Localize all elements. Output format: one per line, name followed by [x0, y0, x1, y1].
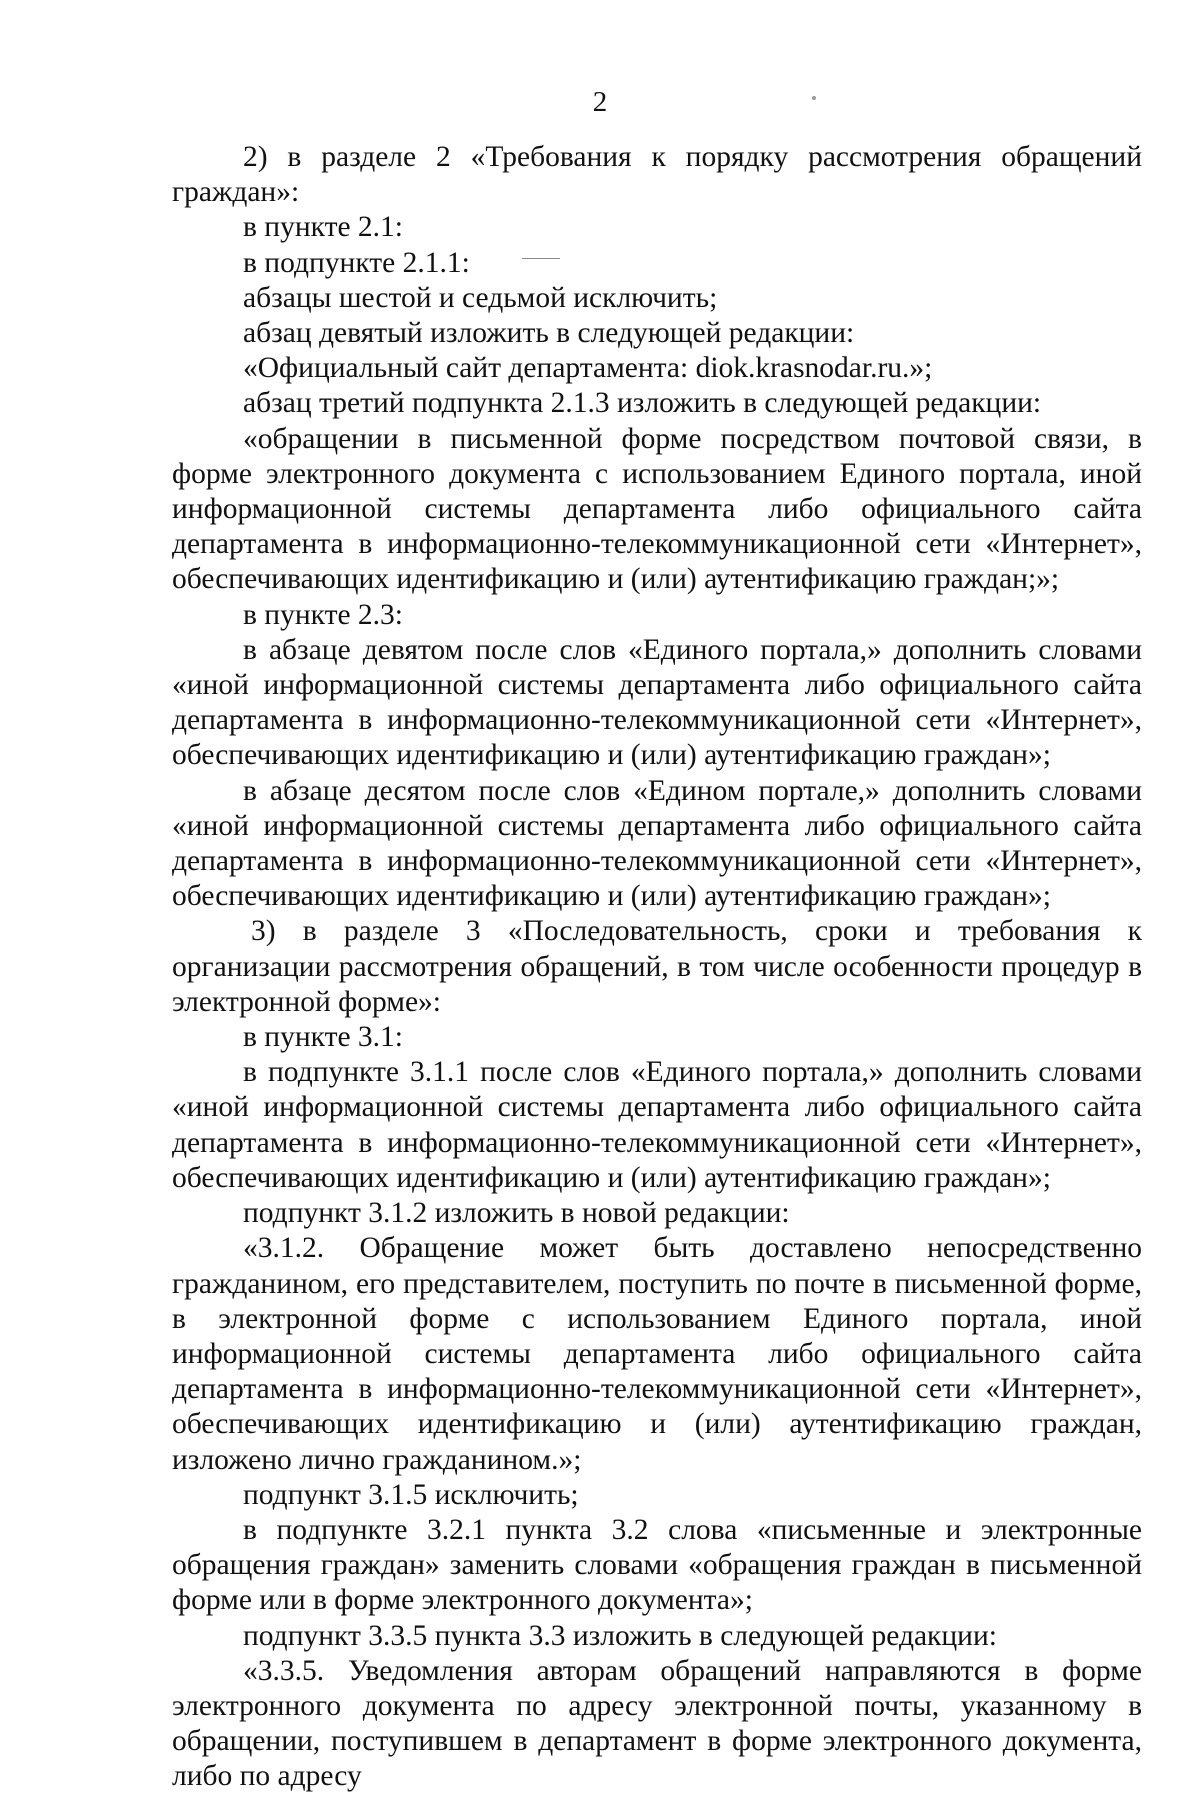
paragraph: «3.1.2. Обращение может быть доставлено непосредственно гражданином, его представителем, поступить по почте в письменной форме, в электронной форме с использованием Единого портала, иной информационной системы департамента либо официального сайта департамента в информационно-телекоммуникационной сети «Интернет», обеспечивающих идентификацию и (или) аутентификацию граждан, изложено лично гражданином.»; — [172, 1232, 1142, 1476]
paragraph: в абзаце девятом после слов «Единого портала,» дополнить словами «иной информационной системы департамента либо официального сайта департамента в информационно-телекоммуникационной сети «Интернет», обеспечивающих идентификацию и (или) аутентификацию граждан»; — [172, 633, 1142, 772]
paragraph: «обращении в письменной форме посредством почтовой связи, в форме электронного документа с использованием Единого портала, иной информационной системы департамента либо официального сайта департамента в информационно-телекоммуникационной сети «Интернет», обеспечивающих идентификацию и (или) аутентификацию граждан;»; — [172, 422, 1142, 596]
paragraph: абзацы шестой и седьмой исключить; — [243, 281, 718, 314]
page-number: 2 — [592, 86, 608, 118]
paragraph: в пункте 2.1: — [243, 211, 404, 244]
paragraph: «Официальный сайт департамента: diok.krasnodar.ru.»; — [243, 352, 933, 385]
paragraph: в подпункте 3.2.1 пункта 3.2 слова «письменные и электронные обращения граждан» заменить словами «обращения граждан в письменной форме или в форме электронного документа»; — [172, 1513, 1142, 1617]
paragraph: в подпункте 2.1.1: — [243, 246, 470, 279]
scan-speck — [812, 96, 816, 100]
paragraph: подпункт 3.1.5 исключить; — [243, 1478, 579, 1511]
paragraph: в подпункте 3.1.1 после слов «Единого портала,» дополнить словами «иной информационной системы департамента либо официального сайта департамента в информационно-телекоммуникационной сети «Интернет», обеспечивающих идентификацию и (или) аутентификацию граждан»; — [172, 1056, 1142, 1194]
document-body — [172, 140, 1142, 1795]
paragraph: в пункте 3.1: — [243, 1021, 404, 1054]
paragraph: абзац девятый изложить в следующей редакции: — [243, 317, 855, 350]
paragraph: подпункт 3.1.2 изложить в новой редакции: — [243, 1197, 790, 1230]
paragraph: абзац третий подпункта 2.1.3 изложить в следующей редакции: — [243, 387, 1042, 420]
paragraph: в абзаце десятом после слов «Едином портале,» дополнить словами «иной информационной системы департамента либо официального сайта департамента в информационно-телекоммуникационной сети «Интернет», обеспечивающих идентификацию и (или) аутентификацию граждан»; — [172, 774, 1142, 913]
paragraph: 3) в разделе 3 «Последовательность, сроки и требования к организации рассмотрения обращений, в том числе особенности процедур в электронной форме»: — [172, 915, 1142, 1018]
paragraph: «3.3.5. Уведомления авторам обращений направляются в форме электронного документа по адресу электронной почты, указанному в обращении, поступившем в департамент в форме электронного документа, либо по адресу — [172, 1654, 1142, 1793]
paragraph: в пункте 2.3: — [243, 598, 404, 631]
paragraph: 2) в разделе 2 «Требования к порядку рассмотрения обращений граждан»: — [172, 141, 1142, 209]
paragraph: подпункт 3.3.5 пункта 3.3 изложить в следующей редакции: — [243, 1619, 997, 1652]
